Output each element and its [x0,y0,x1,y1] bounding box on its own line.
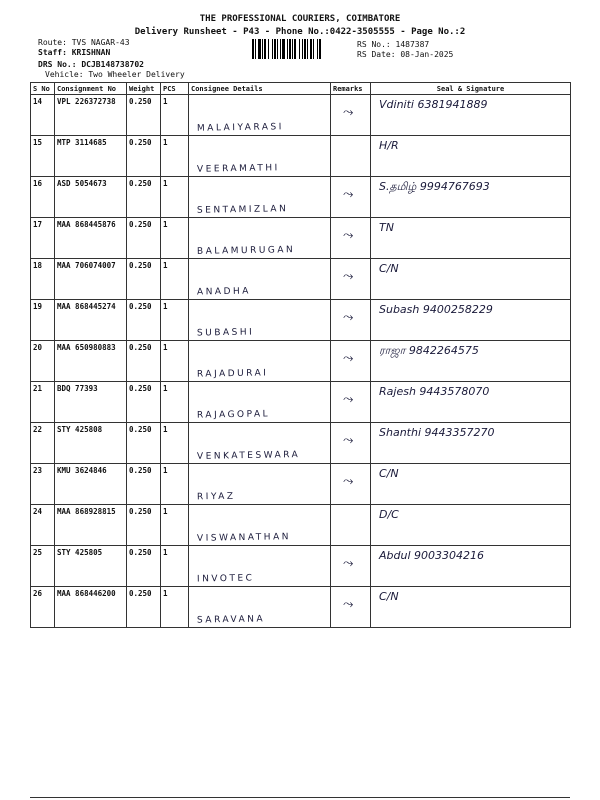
signature-mark: Subash 9400258229 [379,303,493,316]
cell-consignee [189,259,331,300]
cell-remarks [331,300,371,341]
signature-mark: C/N [379,590,399,603]
cell-weight: 0.250 [127,382,161,423]
cell-consignment-no: MTP 3114685 [55,136,127,177]
cell-consignment-no: MAA 706074007 [55,259,127,300]
table-row [31,505,571,546]
cell-pcs: 1 [161,546,189,587]
barcode-image [252,39,344,59]
cell-signature [371,546,571,587]
col-header-weight: Weight [127,83,161,95]
staff-name: KRISHNAN [71,48,111,57]
consignee-name: MALAIYARASI [196,122,284,134]
cell-consignee [189,382,331,423]
col-header-remarks: Remarks [331,83,371,95]
cell-weight: 0.250 [127,259,161,300]
drs-line [38,60,144,69]
table-row [31,300,571,341]
consignee-name: SUBASHI [196,327,255,339]
consignee-name: BALAMURUGAN [196,245,296,257]
remark-mark: ⤳ [343,228,354,243]
remark-mark: ⤳ [343,597,354,612]
cell-remarks [331,546,371,587]
table-row [31,218,571,259]
runsheet-title: Delivery Runsheet - P43 - Phone No.:0422-3505555 - Page No.:2 [134,27,466,37]
consignee-name: SARAVANA [196,614,266,626]
cell-consignment-no: STY 425805 [55,546,127,587]
cell-remarks [331,341,371,382]
signature-mark: S.தமிழ் 9994767693 [379,180,490,193]
cell-consignee [189,587,331,628]
cell-consignee [189,546,331,587]
consignee-name: RAJADURAI [196,368,269,380]
consignee-name: INVOTEC [196,573,255,585]
cell-sno: 19 [31,300,55,341]
cell-signature [371,505,571,546]
cell-pcs: 1 [161,423,189,464]
cell-weight: 0.250 [127,587,161,628]
cell-consignee [189,341,331,382]
cell-sno: 14 [31,95,55,136]
cell-sno: 17 [31,218,55,259]
cell-consignment-no: MAA 868928815 [55,505,127,546]
cell-weight: 0.250 [127,341,161,382]
cell-pcs: 1 [161,300,189,341]
cell-signature [371,259,571,300]
drs-number: DCJB148738702 [81,60,144,69]
cell-signature [371,136,571,177]
cell-sno: 15 [31,136,55,177]
cell-sno: 22 [31,423,55,464]
remark-mark: ⤳ [343,105,354,120]
cell-weight: 0.250 [127,464,161,505]
cell-remarks [331,259,371,300]
cell-consignment-no: VPL 226372738 [55,95,127,136]
col-header-consignee: Consignee Details [189,83,331,95]
table-row [31,341,571,382]
cell-sno: 16 [31,177,55,218]
cell-consignee [189,505,331,546]
remark-mark: ⤳ [343,433,354,448]
table-row [31,423,571,464]
cell-consignee [189,218,331,259]
consignee-name: RAJAGOPAL [196,409,271,421]
cell-remarks [331,382,371,423]
cell-sno: 18 [31,259,55,300]
cell-sno: 20 [31,341,55,382]
consignee-name: SENTAMIZLAN [196,204,289,216]
table-row [31,177,571,218]
table-row [31,587,571,628]
cell-signature [371,587,571,628]
remark-mark: ⤳ [343,556,354,571]
vehicle-label: Vehicle: Two Wheeler Delivery [45,70,185,79]
cell-pcs: 1 [161,218,189,259]
cell-signature [371,218,571,259]
cell-weight: 0.250 [127,136,161,177]
remark-mark: ⤳ [343,310,354,325]
cell-weight: 0.250 [127,546,161,587]
table-row [31,546,571,587]
col-header-consignment: Consignment No [55,83,127,95]
signature-mark: C/N [379,262,399,275]
cell-consignee [189,423,331,464]
consignee-name: VISWANATHAN [196,532,292,544]
cell-consignment-no: MAA 868446200 [55,587,127,628]
signature-mark: Vdiniti 6381941889 [379,98,488,111]
cell-pcs: 1 [161,382,189,423]
signature-mark: Abdul 9003304216 [379,549,484,562]
table-row [31,259,571,300]
cell-remarks [331,423,371,464]
cell-consignment-no: MAA 868445274 [55,300,127,341]
remark-mark: ⤳ [343,351,354,366]
cell-signature [371,464,571,505]
signature-mark: TN [379,221,394,234]
remark-mark: ⤳ [343,187,354,202]
signature-mark: Rajesh 9443578070 [379,385,490,398]
cell-pcs: 1 [161,587,189,628]
col-header-sno: S No [31,83,55,95]
table-row [31,136,571,177]
signature-mark: ராஜா 9842264575 [379,344,479,357]
consignee-name: VENKATESWARA [196,450,301,462]
signature-mark: H/R [379,139,399,152]
cell-pcs: 1 [161,505,189,546]
cell-weight: 0.250 [127,300,161,341]
company-name: THE PROFESSIONAL COURIERS, COIMBATORE [199,14,401,24]
cell-signature [371,95,571,136]
cell-pcs: 1 [161,464,189,505]
col-header-pcs: PCS [161,83,189,95]
table-row [31,95,571,136]
col-header-signature: Seal & Signature [371,83,571,95]
cell-weight: 0.250 [127,177,161,218]
cell-remarks [331,464,371,505]
cell-remarks [331,218,371,259]
signature-mark: D/C [379,508,399,521]
route-label: Route: TVS NAGAR-43 [38,38,130,47]
cell-pcs: 1 [161,95,189,136]
cell-weight: 0.250 [127,423,161,464]
cell-weight: 0.250 [127,218,161,259]
cell-remarks [331,136,371,177]
cell-consignment-no: BDQ 77393 [55,382,127,423]
consignee-name: RIYAZ [196,491,236,503]
cell-pcs: 1 [161,136,189,177]
cell-consignee [189,136,331,177]
drs-label: DRS No.: [38,60,77,69]
cell-pcs: 1 [161,341,189,382]
consignee-name: VEERAMATHI [196,163,280,175]
cell-signature [371,177,571,218]
cell-signature [371,300,571,341]
cell-consignee [189,300,331,341]
cell-remarks [331,505,371,546]
cell-sno: 24 [31,505,55,546]
cell-consignment-no: ASD 5054673 [55,177,127,218]
footer-rule [30,797,570,798]
cell-signature [371,423,571,464]
runsheet-table [30,82,571,628]
signature-mark: Shanthi 9443357270 [379,426,495,439]
cell-consignment-no: STY 425808 [55,423,127,464]
staff-label: Staff: [38,48,67,57]
cell-consignee [189,464,331,505]
cell-sno: 23 [31,464,55,505]
remark-mark: ⤳ [343,392,354,407]
cell-remarks [331,95,371,136]
cell-consignee [189,177,331,218]
signature-mark: C/N [379,467,399,480]
table-row [31,382,571,423]
cell-consignee [189,95,331,136]
cell-consignment-no: KMU 3624846 [55,464,127,505]
cell-sno: 21 [31,382,55,423]
cell-signature [371,341,571,382]
consignee-name: ANADHA [196,286,251,298]
cell-weight: 0.250 [127,505,161,546]
cell-consignment-no: MAA 868445876 [55,218,127,259]
cell-weight: 0.250 [127,95,161,136]
cell-sno: 25 [31,546,55,587]
remark-mark: ⤳ [343,474,354,489]
table-header-row [31,83,571,95]
cell-remarks [331,177,371,218]
cell-signature [371,382,571,423]
cell-sno: 26 [31,587,55,628]
cell-remarks [331,587,371,628]
remark-mark: ⤳ [343,269,354,284]
cell-consignment-no: MAA 650980883 [55,341,127,382]
rs-number: RS No.: 1487387 [357,40,430,49]
staff-line [38,48,110,57]
rs-date: RS Date: 08-Jan-2025 [357,50,454,59]
table-row [31,464,571,505]
cell-pcs: 1 [161,259,189,300]
cell-pcs: 1 [161,177,189,218]
